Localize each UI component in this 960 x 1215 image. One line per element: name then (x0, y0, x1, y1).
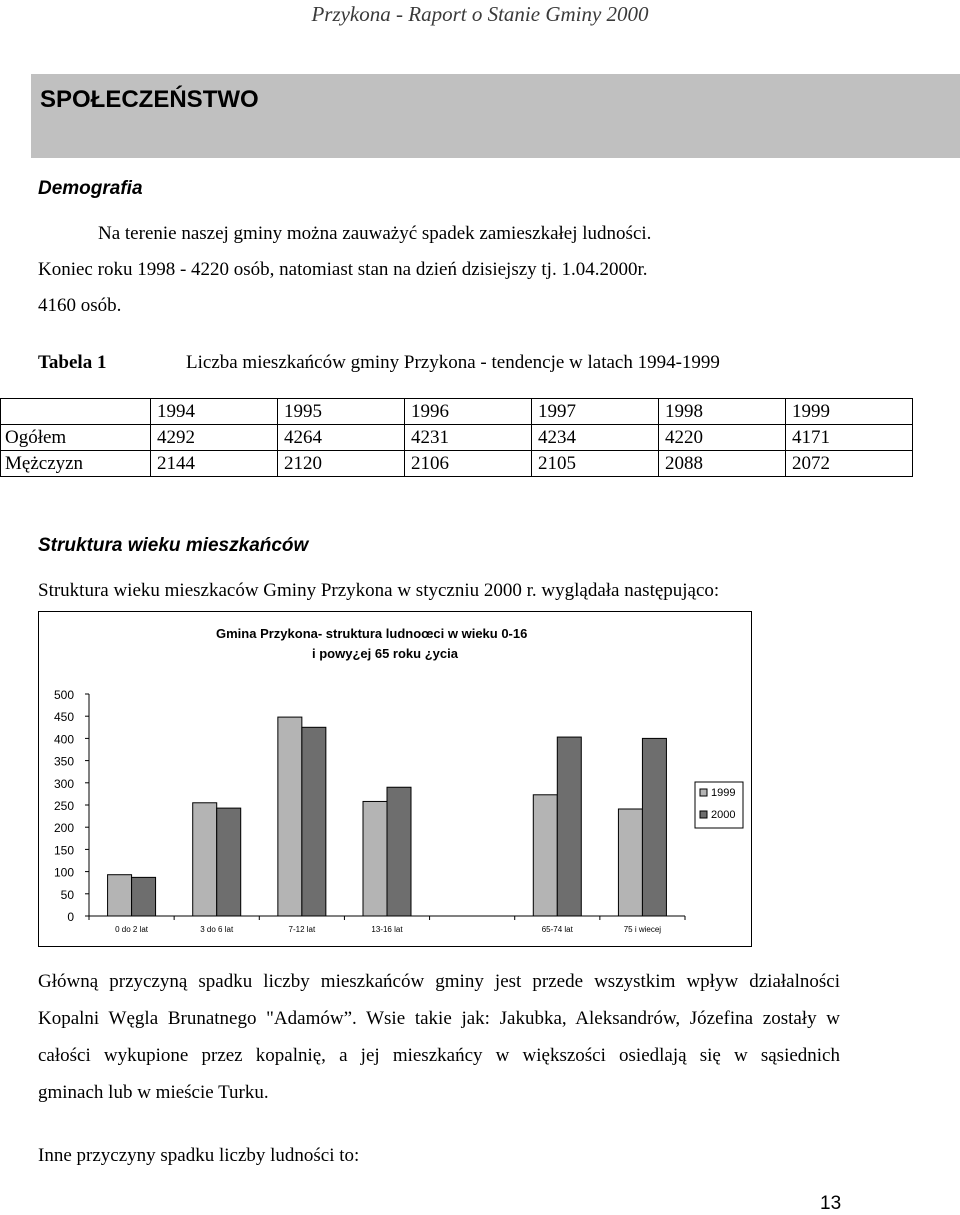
x-category-label: 0 do 2 lat (115, 925, 149, 934)
title-clip-mask (584, 612, 744, 664)
bar-1999 (108, 875, 132, 916)
table-cell: 2072 (786, 451, 913, 477)
age-structure-chart (38, 611, 752, 947)
table-cell: 4234 (532, 425, 659, 451)
bar-2000 (132, 877, 156, 916)
bar-1999 (363, 801, 387, 916)
section-title: SPOŁECZEŃSTWO (40, 86, 259, 113)
bar-2000 (387, 787, 411, 916)
bar-2000 (557, 737, 581, 916)
table-cell (1, 399, 151, 425)
demografia-line-3: 4160 osób. (38, 295, 122, 316)
chart-svg (39, 612, 751, 946)
bar-2000 (217, 808, 241, 916)
table-cell: 2144 (151, 451, 278, 477)
x-category-label: 7-12 lat (288, 925, 316, 934)
bar-1999 (533, 795, 557, 916)
paragraph-line: Kopalni Węgla Brunatnego "Adamów”. Wsie takie jak: Jakubka, Aleksandrów, Józefina zostały w (38, 1008, 840, 1029)
table-label: Tabela 1 (38, 352, 107, 373)
table-cell: 1997 (532, 399, 659, 425)
population-table (0, 398, 913, 477)
chart-title-line-2: i powy¿ej 65 roku ¿ycia (312, 646, 458, 661)
demografia-heading: Demografia (38, 178, 143, 199)
y-tick-label: 0 (67, 910, 74, 924)
x-category-label: 3 do 6 lat (200, 925, 234, 934)
table-cell: 2088 (659, 451, 786, 477)
bar-2000 (642, 738, 666, 916)
body-paragraph-1 (38, 963, 840, 1111)
table-cell: Mężczyzn (1, 451, 151, 477)
demografia-line-2: Koniec roku 1998 - 4220 osób, natomiast stan na dzień dzisiejszy tj. 1.04.2000r. (38, 259, 648, 280)
demografia-line-1: Na terenie naszej gminy można zauważyć spadek zamieszkałej ludności. (98, 223, 652, 244)
table-row (1, 451, 913, 477)
table-cell: 1999 (786, 399, 913, 425)
paragraph-line: Główną przyczyną spadku liczby mieszkańców gminy jest przede wszystkim wpływ działalności (38, 971, 840, 992)
y-tick-label: 200 (53, 821, 74, 836)
legend-label-2000: 2000 (711, 809, 736, 821)
paragraph-line: gminach lub w mieście Turku. (38, 1082, 269, 1103)
bar-1999 (193, 803, 217, 916)
table-cell: 1996 (405, 399, 532, 425)
section-banner (31, 74, 960, 158)
legend-label-1999: 1999 (711, 787, 736, 799)
table-cell: 2105 (532, 451, 659, 477)
x-category-label: 65-74 lat (541, 925, 573, 934)
legend-swatch-1999 (700, 789, 707, 796)
struktura-heading: Struktura wieku mieszkańców (38, 535, 309, 556)
table-cell: Ogółem (1, 425, 151, 451)
running-header: Przykona - Raport o Stanie Gminy 2000 (311, 2, 649, 26)
body-paragraph-2: Inne przyczyny spadku liczby ludności to: (38, 1145, 360, 1166)
table-cell: 1998 (659, 399, 786, 425)
table-row (1, 425, 913, 451)
bar-1999 (278, 717, 302, 916)
chart-title-line-1: Gmina Przykona- struktura ludnoœci w wieku 0-16 (216, 626, 528, 641)
y-tick-label: 400 (53, 732, 74, 747)
table-cell: 4171 (786, 425, 913, 451)
table-caption: Liczba mieszkańców gminy Przykona - tendencje w latach 1994-1999 (186, 352, 720, 373)
table-cell: 4220 (659, 425, 786, 451)
y-tick-label: 50 (60, 887, 74, 902)
table-cell: 4231 (405, 425, 532, 451)
bar-2000 (302, 727, 326, 916)
table-header-row (1, 399, 913, 425)
y-tick-label: 150 (53, 843, 74, 858)
table-cell: 4264 (278, 425, 405, 451)
table-cell: 2106 (405, 451, 532, 477)
y-tick-label: 450 (53, 710, 74, 725)
bar-1999 (618, 809, 642, 916)
page-number: 13 (820, 1193, 842, 1214)
y-tick-label: 100 (53, 865, 74, 880)
table-cell: 1994 (151, 399, 278, 425)
table-cell: 4292 (151, 425, 278, 451)
legend-swatch-2000 (700, 811, 707, 818)
x-category-label: 13-16 lat (371, 925, 403, 934)
y-tick-label: 300 (53, 776, 74, 791)
y-tick-label: 500 (53, 688, 74, 702)
struktura-intro: Struktura wieku mieszkaców Gminy Przykona w styczniu 2000 r. wyglądała następująco: (38, 580, 720, 601)
table-cell: 1995 (278, 399, 405, 425)
paragraph-line: całości wykupione przez kopalnię, a jej mieszkańcy w większości osiedlają się w sąsiednich (38, 1045, 840, 1066)
y-tick-label: 250 (53, 799, 74, 813)
y-tick-label: 350 (53, 754, 74, 769)
chart-legend (695, 782, 743, 828)
table-cell: 2120 (278, 451, 405, 477)
x-category-label: 75 i wiecej (623, 925, 662, 934)
